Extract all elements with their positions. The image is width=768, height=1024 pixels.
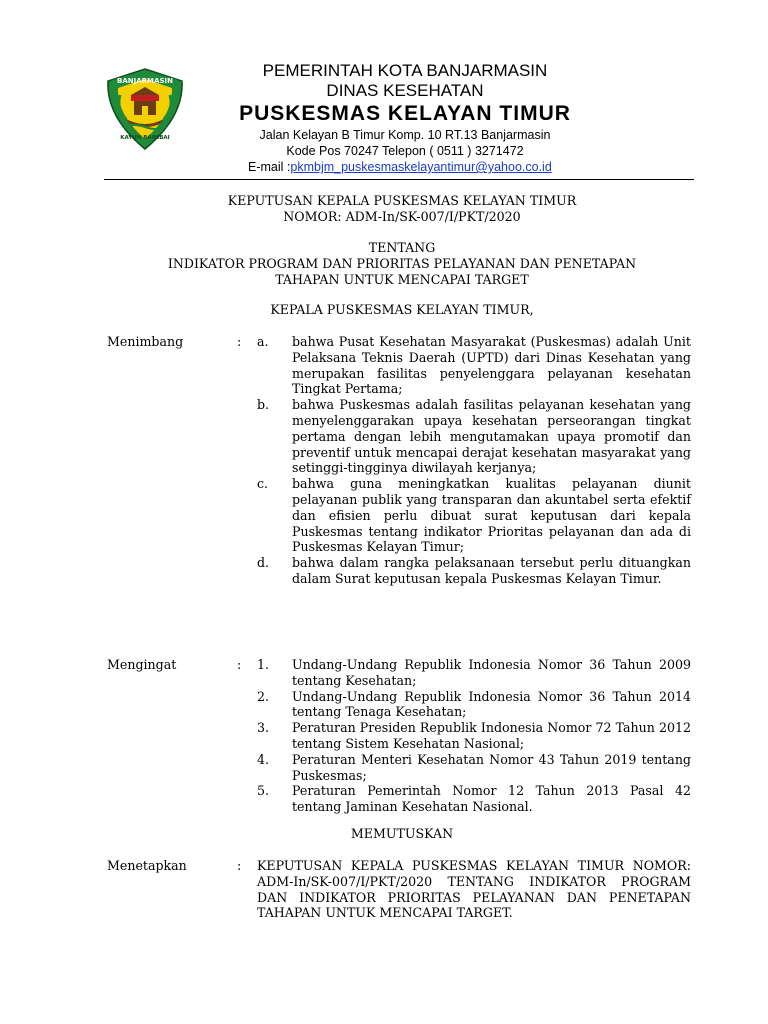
contact-line: Kode Pos 70247 Telepon ( 0511 ) 3271472	[286, 144, 524, 158]
decree-heading	[104, 193, 700, 225]
memutuskan-heading	[104, 826, 700, 842]
item-marker: d.	[257, 555, 270, 571]
list-item	[257, 689, 691, 721]
memutuskan-label: MEMUTUSKAN	[350, 826, 454, 841]
item-text: Peraturan Pemerintah Nomor 12 Tahun 2013 Pasal 42 tentang Jaminan Kesehatan Nasional.	[292, 783, 691, 815]
item-text: Undang-Undang Republik Indonesia Nomor 36 Tahun 2014 tentang Tenaga Kesehatan;	[292, 688, 691, 720]
menimbang-list	[257, 334, 691, 587]
item-text: Peraturan Menteri Kesehatan Nomor 43 Tahun 2019 tentang Puskesmas;	[292, 751, 691, 783]
menimbang-section	[107, 334, 691, 587]
item-text: bahwa Puskesmas adalah fasilitas pelayanan kesehatan yang menyelenggarakan upaya kesehatan perseorangan tingkat pertama dengan lebih mengutamakan upaya promotif dan preventif untuk mencapai derajat kesehatan masyarakat yang setinggi-tingginya diwilayah kerjanya;	[292, 397, 691, 476]
list-item	[257, 752, 691, 784]
letterhead-divider	[104, 179, 694, 180]
authority-line: KEPALA PUSKESMAS KELAYAN TIMUR,	[270, 302, 534, 317]
decree-authority	[104, 302, 700, 318]
email-link[interactable]: pkmbjm_puskesmaskelayantimur@yahoo.co.id	[290, 160, 552, 174]
email-label: E-mail :	[248, 160, 291, 174]
item-text: bahwa dalam rangka pelaksanaan tersebut perlu dituangkan dalam Surat keputusan kepala Puskesmas Kelayan Timur.	[292, 555, 691, 586]
logo-house-roof	[131, 95, 159, 101]
menetapkan-text: KEPUTUSAN KEPALA PUSKESMAS KELAYAN TIMUR NOMOR: ADM-In/SK-007/I/PKT/2020 TENTANG INDIKATOR PROGRAM DAN INDIKATOR PRIORITAS PELAYANAN DAN PENETAPAN TAHAPAN UNTUK MENCAPAI TARGET.	[257, 858, 691, 921]
item-marker: 5.	[257, 783, 270, 799]
item-marker: a.	[257, 334, 269, 349]
menimbang-label: Menimbang	[107, 334, 184, 349]
mengingat-label: Mengingat	[107, 657, 177, 672]
department-name: DINAS KESEHATAN	[326, 81, 484, 100]
menetapkan-section	[107, 858, 691, 921]
mengingat-list	[257, 657, 691, 815]
list-item	[257, 334, 691, 397]
institution-name: PUSKESMAS KELAYAN TIMUR	[239, 102, 571, 125]
address-line: Jalan Kelayan B Timur Komp. 10 RT.13 Banjarmasin	[259, 128, 551, 142]
item-text: Peraturan Presiden Republik Indonesia Nomor 72 Tahun 2012 tentang Sistem Kesehatan Nasional;	[292, 720, 691, 751]
letterhead	[200, 60, 610, 175]
list-item	[257, 783, 691, 815]
subject-line-2: TAHAPAN UNTUK MENCAPAI TARGET	[275, 272, 529, 287]
menetapkan-colon: :	[237, 858, 242, 873]
about-label: TENTANG	[368, 240, 436, 255]
government-name: PEMERINTAH KOTA BANJARMASIN	[262, 61, 548, 80]
item-marker: 3.	[257, 720, 270, 736]
list-item	[257, 555, 691, 587]
banjarmasin-logo	[104, 67, 186, 151]
item-marker: b.	[257, 397, 270, 413]
decree-subject	[104, 240, 700, 288]
decree-number: NOMOR: ADM-In/SK-007/I/PKT/2020	[283, 209, 521, 224]
item-marker: 4.	[257, 751, 270, 767]
logo-bottom-text: KAYUH BAIMBAI	[120, 135, 170, 141]
list-item	[257, 476, 691, 555]
item-text: bahwa Pusat Kesehatan Masyarakat (Puskesmas) adalah Unit Pelaksana Teknis Daerah (UPTD) dari Dinas Kesehatan yang merupakan fasilitas penyelenggara pelayanan kesehatan Tingkat Pertama;	[292, 334, 691, 397]
menimbang-colon: :	[237, 334, 242, 349]
menetapkan-label: Menetapkan	[107, 858, 187, 873]
list-item	[257, 657, 691, 689]
subject-line-1: INDIKATOR PROGRAM DAN PRIORITAS PELAYANAN DAN PENETAPAN	[167, 256, 637, 271]
email-line	[200, 159, 610, 175]
item-marker: c.	[257, 476, 269, 492]
mengingat-colon: :	[237, 657, 242, 672]
decree-title: KEPUTUSAN KEPALA PUSKESMAS KELAYAN TIMUR	[227, 193, 577, 208]
list-item	[257, 720, 691, 752]
item-text: Undang-Undang Republik Indonesia Nomor 36 Tahun 2009 tentang Kesehatan;	[292, 657, 691, 688]
list-item	[257, 397, 691, 476]
item-marker: 1.	[257, 657, 270, 672]
mengingat-section	[107, 657, 691, 815]
logo-top-text: BANJARMASIN	[117, 77, 173, 85]
item-marker: 2.	[257, 688, 270, 704]
item-text: bahwa guna meningkatkan kualitas pelayanan diunit pelayanan publik yang transparan dan akuntabel serta efektif dan efisien perlu dibuat surat keputusan dari kepala Puskesmas tentang indikator Prioritas pelayanan dan ada di Puskesmas Kelayan Timur;	[292, 476, 691, 555]
logo-house-door	[142, 106, 148, 115]
